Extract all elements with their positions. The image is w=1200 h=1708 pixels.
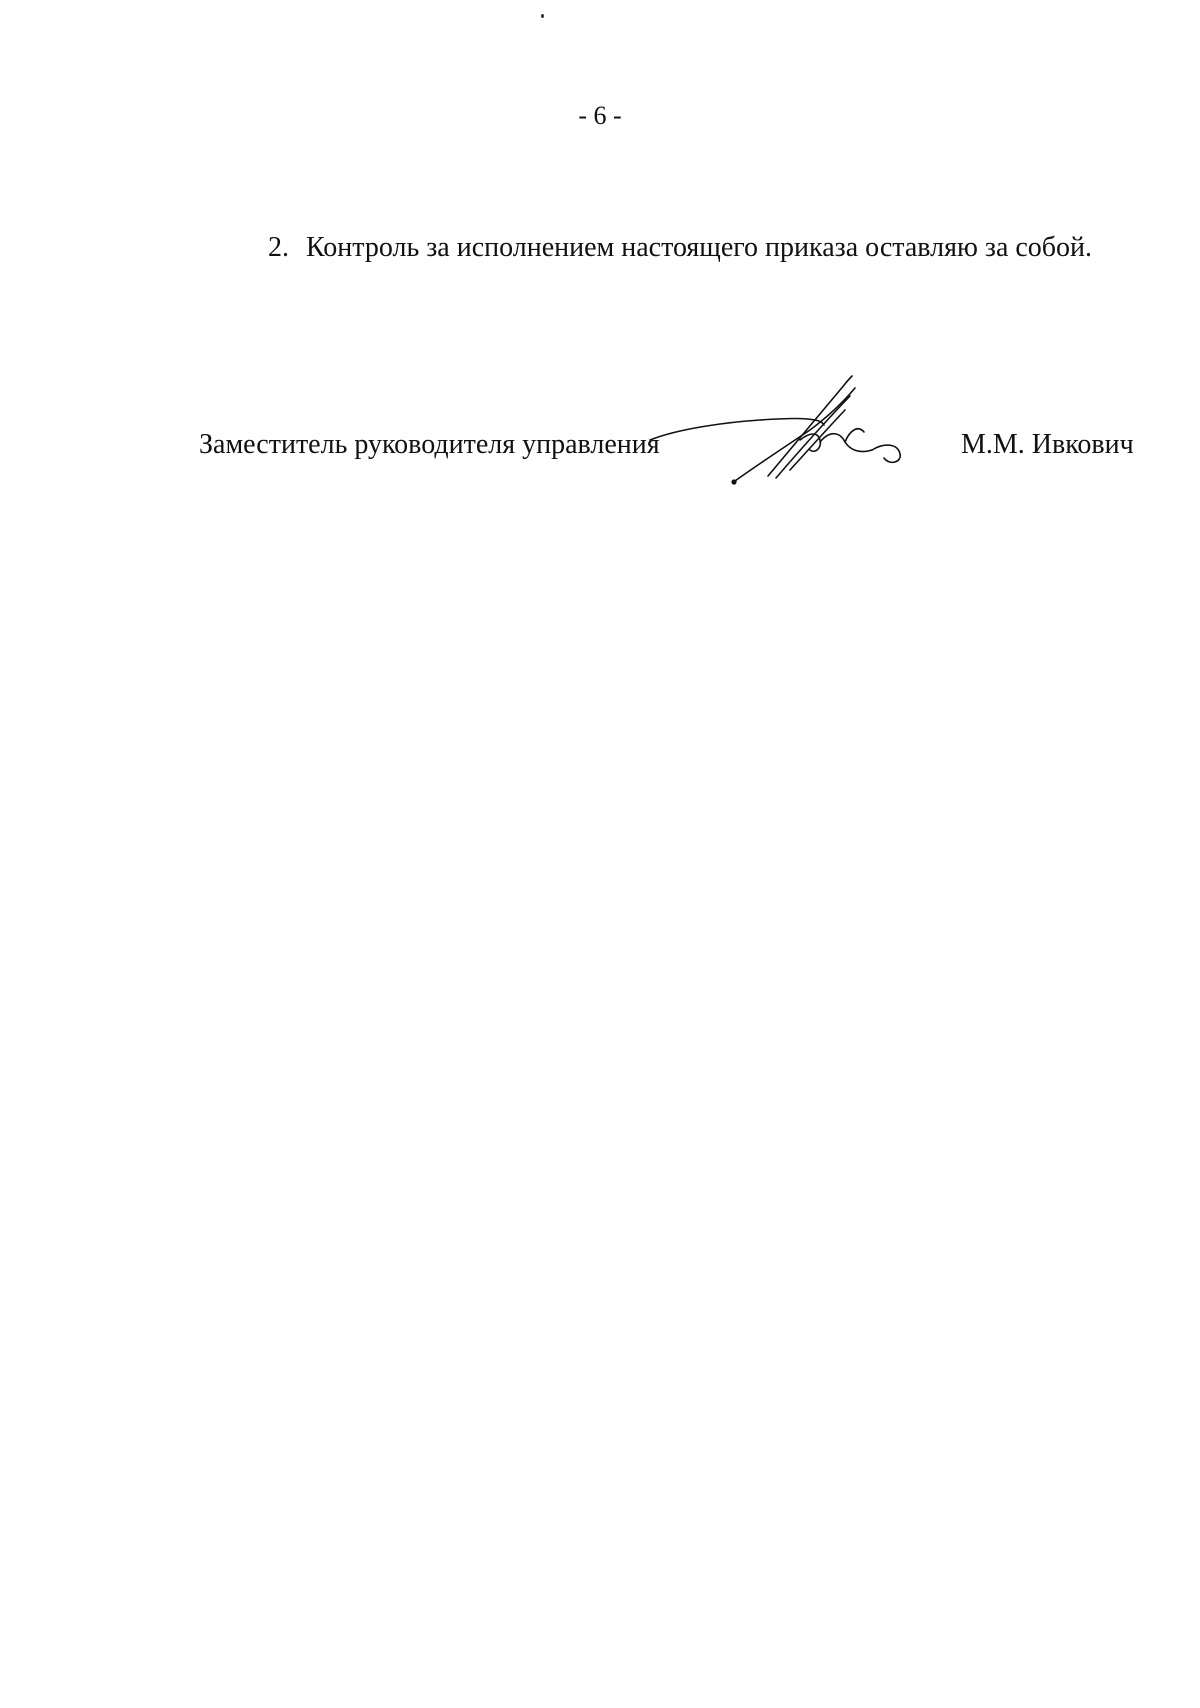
signatory-position: Заместитель руководителя управления — [199, 429, 660, 460]
paragraph-item — [268, 231, 1148, 265]
signatory-name: М.М. Ивкович — [961, 429, 1134, 460]
handwritten-signature — [640, 370, 940, 495]
paragraph-number: 2. — [268, 232, 289, 263]
page-number: - 6 - — [578, 101, 622, 130]
paragraph-text: Контроль за исполнением настоящего приказа оставляю за собой. — [306, 232, 1093, 263]
scan-speck — [541, 14, 544, 18]
